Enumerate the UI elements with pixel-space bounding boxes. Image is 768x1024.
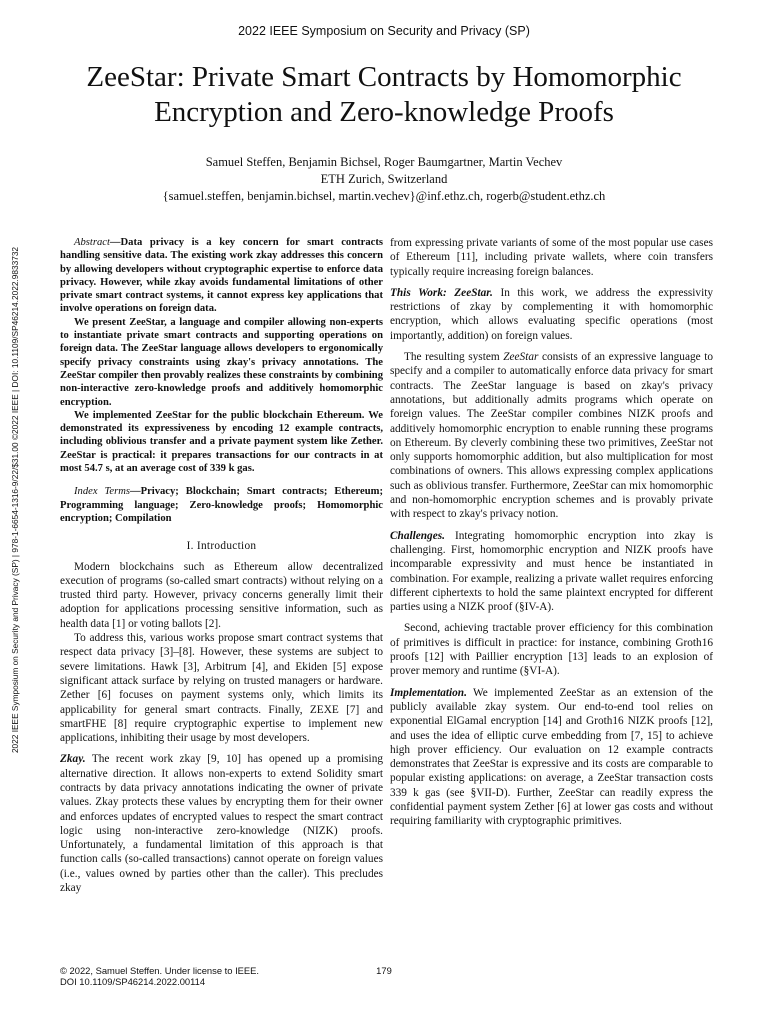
- implementation-run-head: Implementation.: [390, 686, 467, 699]
- zkay-run-head: Zkay.: [60, 753, 86, 766]
- abstract-text-1: —Data privacy is a key concern for smart contracts handling sensitive data. The existing work zkay addresses this concern by allowing developers without cryptographic expertise to enforce data privacy. However, while zkay avoids fundamental limitations of other private smart contract systems, it cannot express key applications that involve operations on foreign data.: [60, 237, 383, 315]
- system-text-pre: The resulting system: [404, 351, 504, 364]
- paper-title: ZeeStar: Private Smart Contracts by Homomorphic Encryption and Zero-knowledge Proofs: [86, 61, 682, 128]
- challenges-paragraph: [390, 529, 713, 615]
- copyright-line: © 2022, Samuel Steffen. Under license to IEEE.: [60, 965, 260, 976]
- this-work-paragraph: [390, 286, 713, 343]
- zkay-text: The recent work zkay [9, 10] has opened up a promising alternative direction. It allows non-experts to extend Solidity smart contracts by data privacy annotations indicating the owner of private values. Zkay protects these values by encrypting them for their owner and enforces updates of encrypted values to respect the smart contract logic using non-interactive zero-knowledge (NIZK) proofs. Unfortunately, a fundamental limitation of this approach is that function calls (so-called transactions) cannot operate on foreign values (i.e., values owned by parties other than the caller). This precludes zkay: [60, 753, 383, 895]
- conference-header: 2022 IEEE Symposium on Security and Privacy (SP): [238, 24, 530, 38]
- section-heading-introduction: I. Introduction: [186, 540, 257, 553]
- intro-p2: To address this, various works propose smart contract systems that respect data privacy [3]–[8]. However, these systems are subject to severe limitations. Hawk [3], Arbitrum [4], and Ekiden [5] expose significant attack surface by relying on trusted managers or hardware. Zether [6] focuses on payment systems only, which limits its applicability for general smart contracts. Finally, ZEXE [7] and smartFHE [8] require cryptographic expertise to implement new applications, inhibiting their usage by most developers.: [60, 632, 383, 745]
- right-p0: from expressing private variants of some of the most popular use cases of Ethereum [11], including private wallets, where coin transfers typically require increasing foreign balances.: [390, 237, 713, 278]
- abstract-p1: [60, 236, 383, 316]
- index-terms-text: —Privacy; Blockchain; Smart contracts; Ethereum; Programming language; Zero-knowledge proofs; Homomorphic encryption; Compilation: [60, 486, 383, 524]
- author-affiliation: ETH Zurich, Switzerland: [320, 172, 448, 186]
- this-work-text: In this work, we address the expressivity restrictions of zkay by complementing it with homomorphic encryption, which allows evaluating specific operations (most importantly, addition) on foreign values.: [390, 286, 713, 342]
- challenges-text: Integrating homomorphic encryption into zkay is challenging. First, homomorphic encryption and NIZK proofs have incomparable expressivity and must hence be instantiated in combination. For example, realizing a private wallet requires enforcing different ciphertexts to hold the same plaintext encrypted for different parties using a NIZK proof (§IV-A).: [390, 529, 713, 614]
- right-column: [390, 236, 713, 829]
- left-column: [60, 236, 383, 895]
- intro-p1: Modern blockchains such as Ethereum allow decentralized execution of programs (so-called smart contracts) without relying on a trusted third party. However, privacy concerns generally limit their adoption for applications processing sensitive information, such as health data [1] or voting ballots [2].: [60, 560, 383, 630]
- index-terms: [60, 485, 383, 525]
- side-strip-text: 2022 IEEE Symposium on Security and Privacy (SP) | 978-1-6654-1316-9/22/$31.00 ©2022 IEEE | DOI: 10.1109/SP46214.2022.9833732: [10, 246, 20, 754]
- intro-zkay-paragraph: [60, 752, 383, 895]
- abstract-p3: We implemented ZeeStar for the public blockchain Ethereum. We demonstrated its expressiveness by encoding 12 example contracts, including oblivious transfer and a private payment system like Zether. ZeeStar is practical: it prepares transactions for our contracts in at most 54.7 s, at an average cost of 339 k gas.: [60, 409, 383, 475]
- system-name: ZeeStar: [503, 351, 539, 364]
- author-block: [0, 154, 768, 205]
- abstract-lead: Abstract: [74, 237, 110, 248]
- this-work-run-head: This Work: ZeeStar.: [390, 286, 493, 299]
- side-strip: [4, 220, 26, 780]
- page-number: 179: [376, 965, 392, 976]
- system-text-post: consists of an expressive language to specify and a compiler to automatically enforce data privacy for smart contracts. The ZeeStar language is based on zkay's privacy annotations, but additionally admits programs which operate on foreign values. The ZeeStar compiler combines NIZK proofs and additively homomorphic encryption to enable running these programs on Ethereum. By cleverly combining these two primitives, ZeeStar not only supports homomorphic addition, but also multiplication for most combinations of owners. This allows expressing complex applications such as oblivious transfer. Furthermore, ZeeStar can mix homomorphic and non-homomorphic encryption schemes and is provably private with respect to zkay's privacy notion.: [390, 351, 713, 521]
- implementation-paragraph: [390, 686, 713, 829]
- doi-line: DOI 10.1109/SP46214.2022.00114: [60, 976, 206, 987]
- abstract-p2: We present ZeeStar, a language and compiler allowing non-experts to instantiate private smart contracts and supporting operations on foreign data. The ZeeStar language allows developers to ergonomically specify privacy constraints using zkay's privacy annotations. The ZeeStar compiler then provably realizes these constraints by combining non-interactive zero-knowledge proofs and additively homomorphic encryption.: [60, 316, 383, 408]
- zeestar-system-paragraph: [390, 350, 713, 522]
- second-challenge-paragraph: Second, achieving tractable prover efficiency for this combination of primitives is difficult in practice: for instance, combining Groth16 proofs [12] with Paillier encryption [13] leads to an explosion of prover memory and runtime (§VI-A).: [390, 622, 713, 678]
- author-names: Samuel Steffen, Benjamin Bichsel, Roger Baumgartner, Martin Vechev: [205, 155, 563, 169]
- author-emails: {samuel.steffen, benjamin.bichsel, martin.vechev}@inf.ethz.ch, rogerb@student.ethz.ch: [162, 189, 606, 203]
- challenges-run-head: Challenges.: [390, 529, 445, 542]
- index-terms-lead: Index Terms: [74, 486, 130, 498]
- implementation-text: We implemented ZeeStar as an extension of the publicly available zkay system. Our end-to-end tool relies on exponential ElGamal encryption [14] and Groth16 NIZK proofs [12], and uses the idea of elliptic curve embedding from [7, 15] to achieve high prover efficiency. Our evaluation on 12 example contracts demonstrates that ZeeStar is expressive and its costs are comparable to popular existing applications: on average, a ZeeStar transaction costs 339 k gas (see §VII-D). Further, ZeeStar can readily express the confidential payment system Zether [6] at lower gas costs and without requiring familiarity with cryptographic primitives.: [390, 686, 713, 828]
